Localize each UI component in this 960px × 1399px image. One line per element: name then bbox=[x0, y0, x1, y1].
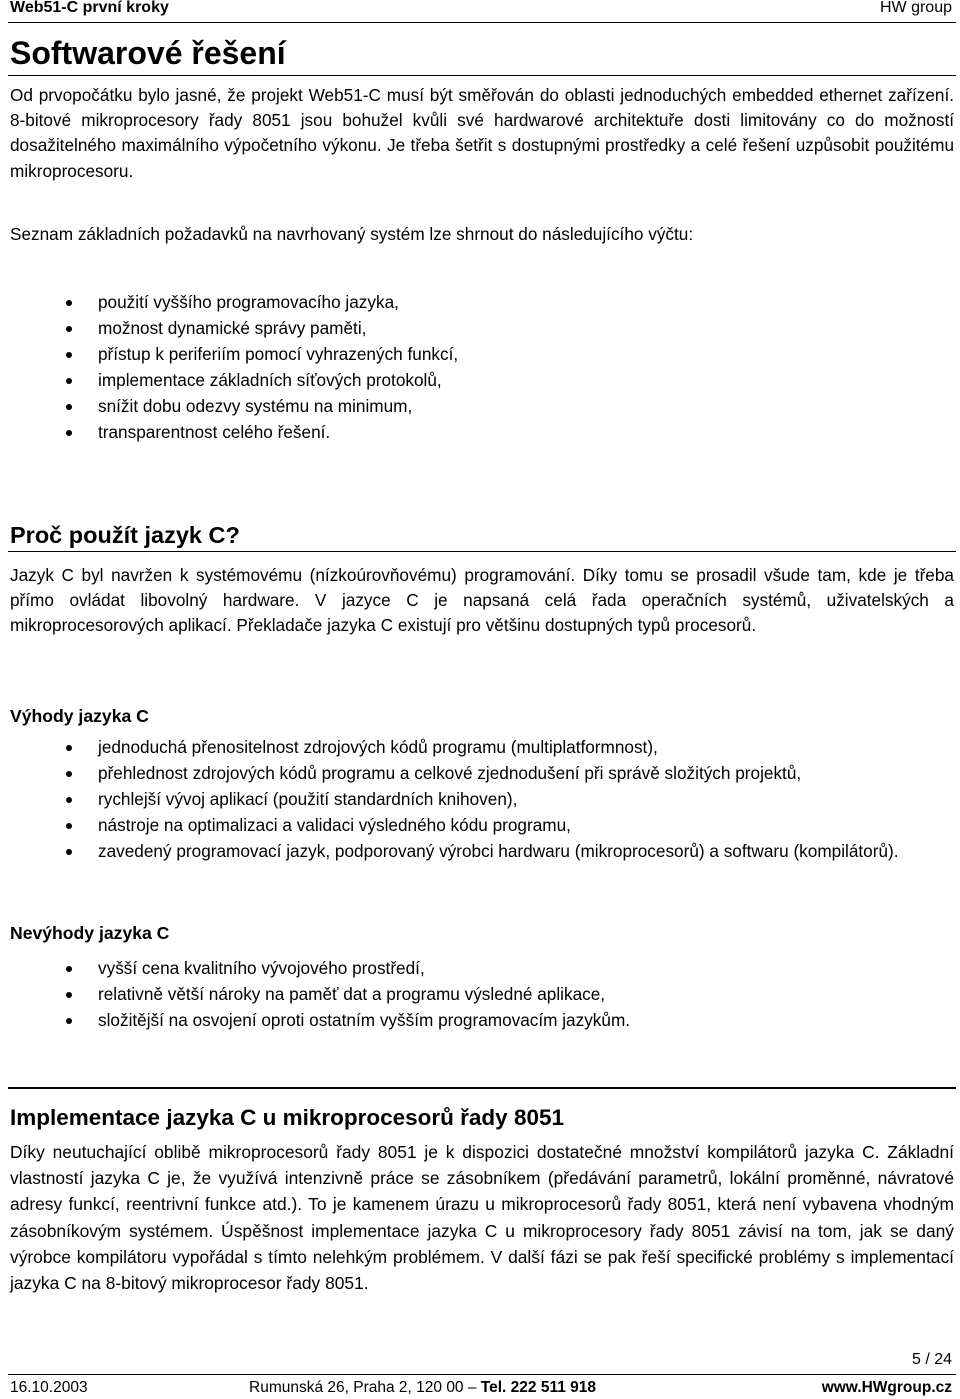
disadvantages-list bbox=[0, 955, 954, 1033]
bullet-icon bbox=[66, 430, 72, 436]
list-item: nástroje na optimalizaci a validaci výsledného kódu programu, bbox=[0, 812, 954, 838]
list-item: snížit dobu odezvy systému na minimum, bbox=[0, 393, 954, 419]
bullet-icon bbox=[66, 823, 72, 829]
section-title-divider bbox=[8, 75, 956, 76]
bullet-icon bbox=[66, 1018, 72, 1024]
disadvantages-heading: Nevýhody jazyka C bbox=[10, 923, 170, 943]
footer-tel-label: Tel. bbox=[480, 1379, 507, 1396]
bullet-icon bbox=[66, 849, 72, 855]
list-item: složitější na osvojení oproti ostatním vyšším programovacím jazykům. bbox=[0, 1007, 954, 1033]
bullet-icon bbox=[66, 992, 72, 998]
bullet-icon bbox=[66, 771, 72, 777]
intro-paragraph: Od prvopočátku bylo jasné, že projekt Web51-C musí být směřován do oblasti jednoduchých embedded ethernet zařízení. 8-bitové mikroprocesory řady 8051 jsou bohužel kvůli své hardwarové architektuře dosti limitovány co do možností dosažitelného maximálního výpočetního výkonu. Je třeba šetřit s dostupnými prostředky a celé řešení uzpůsobit použitému mikroprocesoru. bbox=[10, 85, 954, 181]
bullet-icon bbox=[66, 797, 72, 803]
list-item: transparentnost celého řešení. bbox=[0, 419, 954, 445]
advantages-heading: Výhody jazyka C bbox=[10, 706, 149, 726]
page-number: 5 / 24 bbox=[911, 1351, 952, 1368]
list-item: přehlednost zdrojových kódů programu a celkové zjednodušení při správě složitých projektů, bbox=[0, 760, 954, 786]
header-divider bbox=[8, 22, 956, 23]
requirements-intro: Seznam základních požadavků na navrhovaný systém lze shrnout do následujícího výčtu: bbox=[10, 224, 694, 244]
requirements-list bbox=[0, 289, 954, 445]
list-item: implementace základních síťových protokolů, bbox=[0, 367, 954, 393]
running-header-company: HW group bbox=[879, 0, 952, 16]
footer-address-text: Rumunská 26, Praha 2, 120 00 – bbox=[249, 1379, 477, 1396]
bullet-icon bbox=[66, 300, 72, 306]
section-title-why-c: Proč použít jazyk C? bbox=[10, 522, 240, 548]
list-item: jednoduchá přenositelnost zdrojových kódů programu (multiplatformnost), bbox=[0, 734, 954, 760]
bullet-icon bbox=[66, 404, 72, 410]
section-divider bbox=[8, 1087, 956, 1089]
running-header-title: Web51-C první kroky bbox=[10, 0, 169, 16]
list-item: přístup k periferiím pomocí vyhrazených funkcí, bbox=[0, 341, 954, 367]
footer-website: www.HWgroup.cz bbox=[821, 1379, 952, 1396]
list-item: rychlejší vývoj aplikací (použití standardních knihoven), bbox=[0, 786, 954, 812]
list-item: použití vyššího programovacího jazyka, bbox=[0, 289, 954, 315]
advantages-list bbox=[0, 734, 954, 864]
section-title-divider bbox=[8, 551, 956, 552]
list-item: relativně větší nároky na paměť dat a programu výsledné aplikace, bbox=[0, 981, 954, 1007]
footer-tel: 222 511 918 bbox=[510, 1379, 597, 1396]
why-c-paragraph: Jazyk C byl navržen k systémovému (nízkoúrovňovému) programování. Díky tomu se prosadil všude tam, kde je třeba přímo ovládat libovolný hardware. V jazyce C je napsaná celá řada operačních systémů, uživatelských a mikroprocesorových aplikací. Překladače jazyka C existují pro většinu dostupných typů procesorů. bbox=[10, 565, 954, 636]
bullet-icon bbox=[66, 745, 72, 751]
footer-address bbox=[249, 1377, 596, 1399]
list-item: vyšší cena kvalitního vývojového prostředí, bbox=[0, 955, 954, 981]
section-title-software: Softwarové řešení bbox=[10, 35, 286, 71]
section-title-implementation: Implementace jazyka C u mikroprocesorů řady 8051 bbox=[10, 1105, 564, 1130]
footer-divider bbox=[8, 1374, 956, 1375]
bullet-icon bbox=[66, 966, 72, 972]
footer-date: 16.10.2003 bbox=[10, 1379, 88, 1396]
bullet-icon bbox=[66, 378, 72, 384]
bullet-icon bbox=[66, 352, 72, 358]
list-item: zavedený programovací jazyk, podporovaný výrobci hardwaru (mikroprocesorů) a softwaru (kompilátorů). bbox=[0, 838, 954, 864]
bullet-icon bbox=[66, 326, 72, 332]
list-item: možnost dynamické správy paměti, bbox=[0, 315, 954, 341]
implementation-paragraph: Díky neutuchající oblibě mikroprocesorů řady 8051 je k dispozici dostatečné množství kompilátorů jazyka C. Základní vlastností jazyka C je, že využívá intenzivně práce se zásobníkem (předávání parametrů, lokální proměnné, návratové adresy funkcí, reentrivní funkce atd.). To je kamenem úrazu u mikroprocesorů řady 8051, která není vybavena vhodným zásobníkovým systémem. Úspěšnost implementace jazyka C u mikroprocesory řady 8051 závisí na tom, jak se daný výrobce kompilátoru vypořádal s tímto nelehkým problémem. V další fázi se pak řeší specifické problémy s implementací jazyka C na 8-bitový mikroprocesor řady 8051. bbox=[10, 1142, 954, 1294]
